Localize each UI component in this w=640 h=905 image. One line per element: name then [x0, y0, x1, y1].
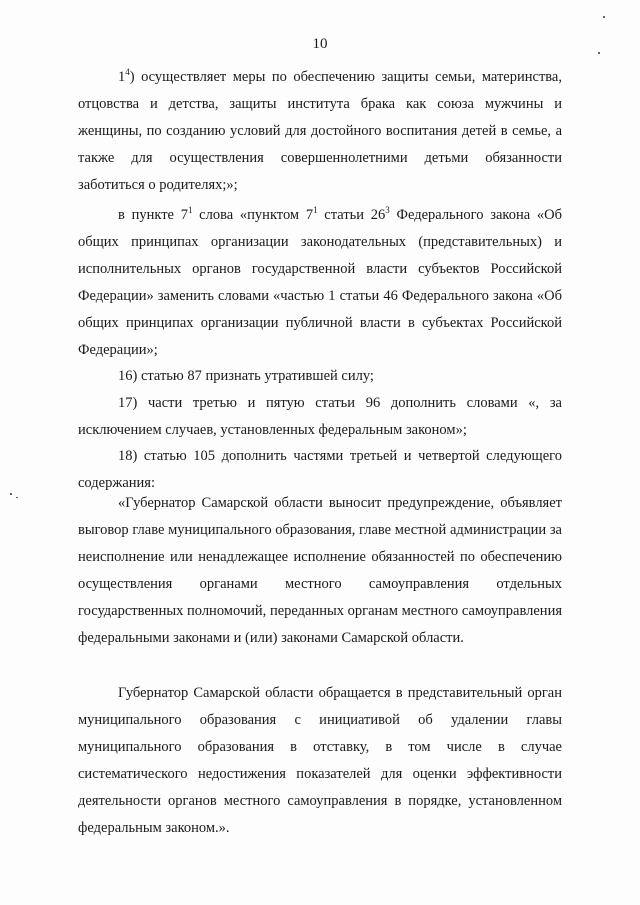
- paragraph-4-block: [78, 390, 562, 444]
- paragraph-7-block: [78, 680, 562, 842]
- paragraph-4: 17) части третью и пятую статьи 96 дополнить словами «, за исключением случаев, установленных федеральным законом»;: [78, 395, 562, 438]
- paragraph-3: 16) статью 87 признать утратившей силу;: [118, 368, 374, 384]
- p2-sup-1: 1: [187, 205, 193, 216]
- paragraph-1-text: ) осуществляет меры по обеспечению защиты семьи, материнства, отцовства и детства, защиты института брака как союза мужчины и женщины, по созданию условий для достойного воспитания детей в семье, а также для осуществления совершеннолетними детьми обязанности заботиться о родителях;»;: [78, 69, 562, 193]
- paragraph-7: Губернатор Самарской области обращается в представительный орган муниципального образования с инициативой об удалении главы муниципального образования в отставку, в том числе в случае систематического недостижения показателей для оценки эффективности деятельности органов местного самоуправления в порядке, установленном федеральным законом.».: [78, 685, 562, 836]
- paragraph-3-block: [78, 363, 562, 390]
- p2-text-4: Федерального закона «Об общих принципах организации законодательных (представительных) и исполнительных органов государственной власти субъектов Российской Федерации» заменить словами «частью 1 статьи 46 Федерального закона «Об общих принципах организации публичной власти в субъектах Российской Федерации»;: [78, 207, 562, 358]
- item-number: 1: [118, 69, 126, 85]
- p2-sup-2: 1: [313, 205, 318, 216]
- paragraph-6: «Губернатор Самарской области выносит предупреждение, объявляет выговор главе муниципального образования, главе местной администрации за неисполнение или ненадлежащее исполнение обязанностей по обеспечению осуществления органами местного самоуправления отдельных государственных полномочий, переданных органам местного самоуправления федеральными законами и (или) законами Самарской области.: [78, 495, 562, 646]
- paragraph-2: [78, 202, 562, 364]
- paragraph-1-block: [78, 64, 562, 199]
- paragraph-5: 18) статью 105 дополнить частями третьей и четвертой следующего содержания:: [78, 448, 562, 491]
- scan-speck: [16, 497, 18, 498]
- p2-text-2: слова «пунктом 7: [192, 207, 314, 223]
- paragraph-6-block: [78, 490, 562, 652]
- paragraph-1: [78, 64, 562, 199]
- scan-speck: [10, 493, 12, 495]
- p2-sup-3: 3: [385, 205, 390, 216]
- paragraph-2-block: [78, 202, 562, 364]
- paragraph-5-block: [78, 443, 562, 497]
- item-number-superscript: 4: [125, 67, 130, 78]
- page-number: 10: [312, 36, 328, 52]
- scan-speck: [603, 16, 605, 18]
- p2-text-3: статьи 26: [317, 207, 386, 223]
- scan-speck: [598, 52, 600, 54]
- p2-text-1: в пункте 7: [118, 207, 188, 223]
